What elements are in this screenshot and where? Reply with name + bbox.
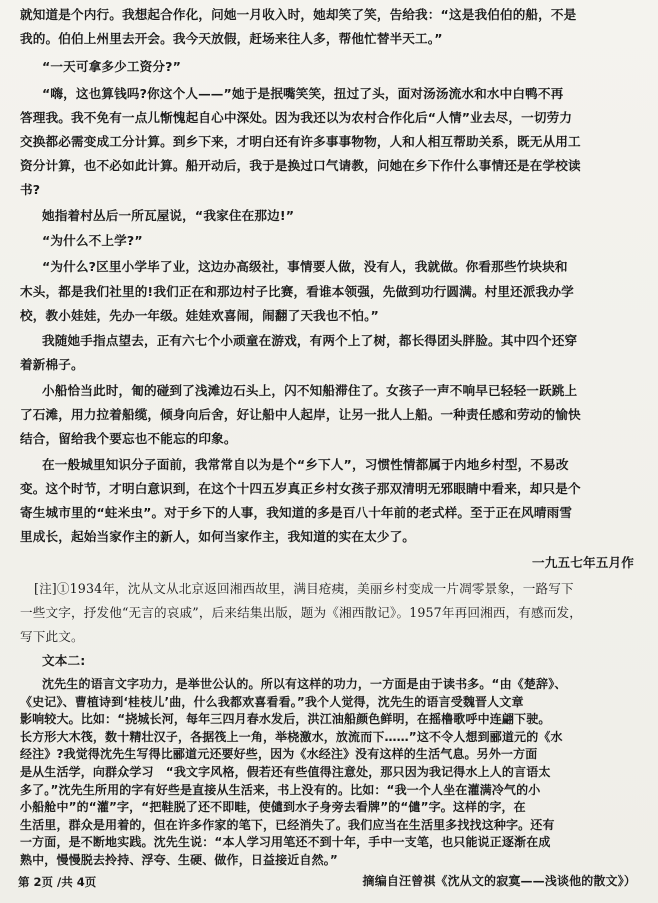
- dateline: 一九五七年五月作: [532, 555, 634, 570]
- text-two-heading: 文本二:: [42, 653, 86, 668]
- paragraph-line: 了石滩，用力拉着船缆，倾身向后舍，好让船中人起岸，让另一批人上船。一种责任感和劳动的愉快: [20, 407, 581, 422]
- paragraph-line: 交换都必需变成工分计算。到乡下来，才明白还有许多事事物物，人和人相互帮助关系，既无从用工: [20, 134, 581, 149]
- paragraph-line: 在一般城里知识分子面前，我常常自以为是个“乡下人”，习惯性情都属于内地乡村型，不易改: [42, 457, 569, 472]
- paragraph-line: 着新棉子。: [20, 357, 84, 372]
- paragraph-line: 书?: [20, 182, 41, 197]
- paragraph-line: 是从生活学，向群众学习 “我文字风格，假若还有些值得注意处，那只因为我记得水上人的言语太: [20, 765, 551, 779]
- paragraph-line: 我的。伯伯上州里去开会。我今天放假，赶场来往人多，帮他忙替半天工。”: [20, 31, 443, 46]
- paragraph-line: “一天可拿多少工资分?”: [42, 59, 182, 74]
- paragraph-line: 里成长，起始当家作主的新人，如何当家作主，我知道的实在太少了。: [20, 529, 416, 544]
- paragraph-line: “为什么?区里小学毕了业，这边办高级社，事情要人做，没有人，我就做。你看那些竹块块和: [42, 259, 568, 274]
- paragraph-line: 小船舱中”的“灌”字，“把鞋脱了还不即畦，使儙到水子身旁去看牌”的“儙”字。这样的字，在: [20, 800, 526, 815]
- paragraph-line: 木头，都是我们社里的!我们正在和那边村子比赛，看谁本领强，先做到功行圆满。村里还派我办学: [20, 284, 574, 299]
- note-line: 一些文字，抒发他“无言的哀戚”，后来结集出版，题为《湘西散记》。1957年再回湘西，有感而发，: [20, 605, 583, 620]
- paragraph-line: 答理我。我不免有一点儿惭愧起自心中深处。因为我还以为农村合作化后“人情”业去尽，一切劳力: [20, 110, 573, 125]
- paragraph-line: 沈先生的语言文字功力，是举世公认的。所以有这样的功力，一方面是由于读书多。“由《楚辞》、: [42, 677, 567, 691]
- paragraph-line: 长方形大木筏，数十精壮汉子，各据筏上一角，举桡激水，放流而下……”这不令人想到郦道元的《水: [20, 729, 563, 744]
- note-line: 写下此文。: [20, 629, 84, 644]
- paragraph-line: 结合，留给我个要忘也不能忘的印象。: [20, 431, 237, 446]
- paragraph-line: “嗨，这也算钱吗?你这个人——”她于是抿嘴笑笑，扭过了头，面对汤汤流水和水中白鸭不再: [42, 86, 564, 101]
- paragraph-line: 就知道是个内行。我想起合作化，问她一月收入时，她却笑了笑，告给我：“这是我伯伯的船，不是: [20, 7, 577, 22]
- paragraph-line: 小船恰当此时，匍的碰到了浅滩边石头上，闪不知船滞住了。女孩子一声不响早已轻轻一跃跳上: [42, 383, 578, 398]
- paragraph-line: 影响较大。比如：“挠城长河，每年三四月春水发后，洪江油船颜色鲜明，在摇橹歌呼中连翩下驶。: [20, 712, 551, 727]
- note-line: [注]①1934年，沈从文从北京返回湘西故里，满目疮痍，美丽乡村变成一片凋零景象，一路写下: [34, 581, 574, 596]
- paragraph-line: 《史记》、曹植诗到‘桂枝儿’曲，什么我都欢喜看看。”我个人觉得，沈先生的语言受魏晋人文章: [20, 694, 524, 709]
- paragraph-line: 多了。”沈先生所用的字有好些是直接从生活来，书上没有的。比如：“我一个人坐在灌满冷气的小: [20, 782, 541, 797]
- paragraph-line: 熟中，慢慢脱去拎持、浮夸、生硬、做作，日益接近自然。”: [20, 853, 338, 867]
- paragraph-line: 资分计算，也不必如此计算。船开动后，我于是换过口气请教，问她在乡下作什么事情还是在学校读: [20, 158, 581, 173]
- paragraph-line: 一方面，是不断地实践。沈先生说：“本人学习用笔还不到十年，手中一支笔，也只能说正逐渐在成: [20, 835, 551, 850]
- paragraph-line: 生活里，群众是用着的，但在许多作家的笔下，已经消失了。我们应当在生活里多找找这种字。还有: [20, 817, 555, 832]
- paragraph-line: 经注》?我觉得沈先生写得比郦道元还要好些，因为《水经注》没有这样的生活气息。另外一方面: [20, 747, 538, 762]
- source-citation: 摘编自汪曾祺《沈从文的寂寞——浅谈他的散文》）: [362, 873, 636, 888]
- paragraph-line: 校，教小娃娃，先办一年级。娃娃欢喜闹，闹翻了天我也不怕。”: [20, 308, 379, 323]
- paragraph-line: 她指着村丛后一所瓦屋说，“我家住在那边!”: [42, 208, 295, 223]
- paragraph-line: “为什么不上学?”: [42, 233, 143, 248]
- page-footer: 第 2页 /共 4页: [18, 875, 97, 889]
- paragraph-line: 我随她手指点望去，正有六七个小顽童在游戏，有两个上了树，都长得团头胖脸。其中四个还穿: [42, 333, 578, 348]
- paragraph-line: 寄生城市里的“蛀米虫”。对于乡下的人事，我知道的多是百八十年前的老式样。至于正在风晴雨雪: [20, 505, 573, 520]
- paragraph-line: 变。这个时节，才明白意识到，在这个十四五岁真正乡村女孩子那双清明无邪眼睛中看来，却只是个: [20, 481, 581, 496]
